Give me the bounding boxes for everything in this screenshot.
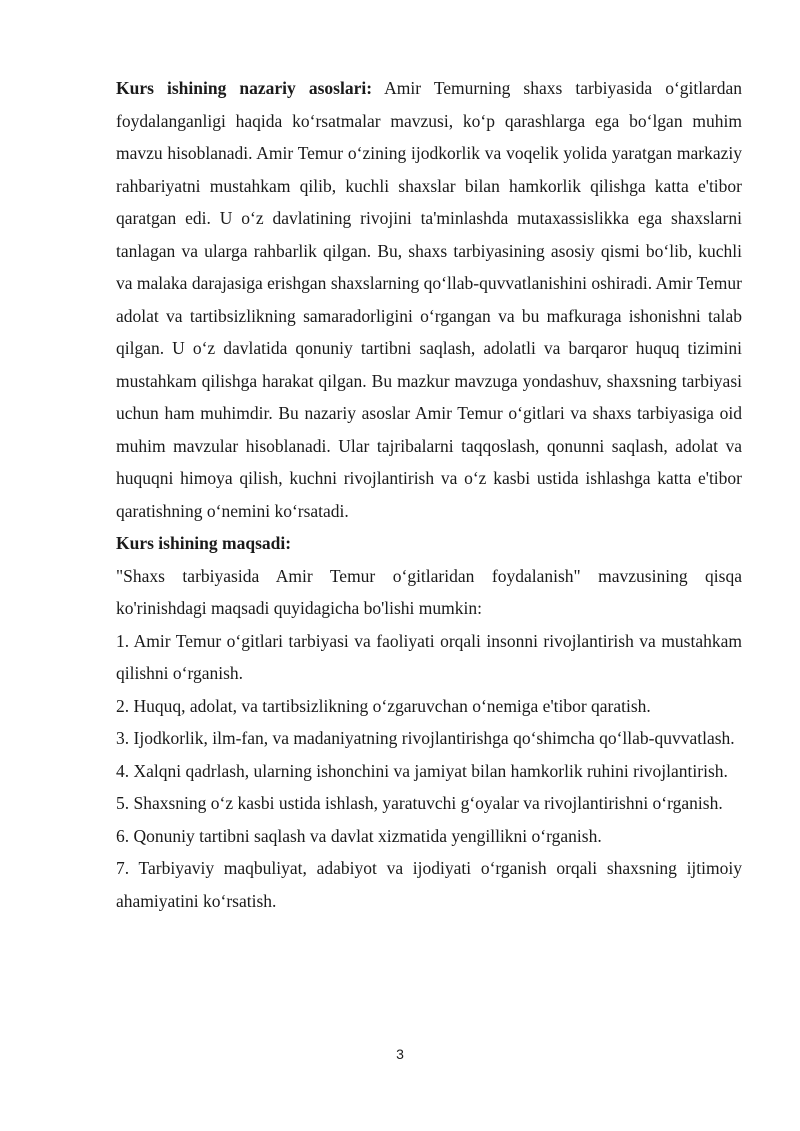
goal-item-4: 4. Xalqni qadrlash, ularning ishonchini va jamiyat bilan hamkorlik ruhini rivojlantirish. [116, 760, 728, 781]
theory-heading: Kurs ishining nazariy asoslari: [116, 78, 373, 98]
goal-item-5: 5. Shaxsning o‘z kasbi ustida ishlash, yaratuvchi g‘oyalar va rivojlantirishni o‘rganish. [116, 793, 723, 813]
goal-item-6: 6. Qonuniy tartibni saqlash va davlat xizmatida yengillikni o‘rganish. [116, 825, 602, 846]
goal-item-2: 2. Huquq, adolat, va tartibsizlikning o‘zgaruvchan o‘nemiga e'tibor qaratish. [116, 695, 651, 716]
page-number: 3 [396, 1046, 404, 1062]
goal-item-3: 3. Ijodkorlik, ilm-fan, va madaniyatning rivojlantirishga qo‘shimcha qo‘llab-quvvatlash. [116, 728, 735, 748]
goal-item-7: 7. Tarbiyaviy maqbuliyat, adabiyot va ijodiyati o‘rganish orqali shaxsning ijtimoiy ahamiyatini ko‘rsatish. [116, 858, 742, 911]
document-page [116, 72, 742, 917]
theory-paragraph [116, 72, 742, 527]
goal-item-1: 1. Amir Temur o‘gitlari tarbiyasi va faoliyati orqali insonni rivojlantirish va mustahkam qilishni o‘rganish. [116, 630, 742, 683]
goal-heading: Kurs ishining maqsadi: [116, 533, 292, 553]
goal-list [116, 625, 742, 918]
theory-text: Amir Temurning shaxs tarbiyasida o‘gitlardan foydalanganligi haqida ko‘rsatmalar mavzusi, ko‘p qarashlarga ega bo‘lgan muhim mavzu hisoblanadi. Amir Temur o‘zining ijodkorlik va voqelik yolida yaratgan markaziy rahbariyatni mustahkam qilib, kuchli shaxslar bilan hamkorlik qilishga katta e'tibor qaratgan edi. U o‘z davlatining rivojini ta'minlashda mutaxassislikka ega shaxslarni tanlagan va ularga rahbarlik qilgan. Bu, shaxs tarbiyasining asosiy qismi bo‘lib, kuchli va malaka darajasiga erishgan shaxslarning qo‘llab-quvvatlanishini oshiradi. Amir Temur adolat va tartibsizlikning samaradorligini o‘rgangan va bu mafkuraga ishonishni talab qilgan. U o‘z davlatida qonuniy tartibni saqlash, adolatli va barqaror huquq tizimini mustahkam qilishga harakat qilgan. Bu mazkur mavzuga yondashuv, shaxsning tarbiyasi uchun ham muhimdir. Bu nazariy asoslar Amir Temur o‘gitlari va shaxs tarbiyasiga oid muhim mavzular hisoblanadi. Ular tajribalarni taqqoslash, qonunni saqlash, adolat va huquqni himoya qilish, kuchni rivojlantirish va o‘z kasbi ustida ishlashga katta e'tibor qaratishning o‘nemini ko‘rsatadi. [116, 78, 742, 521]
goal-intro: "Shaxs tarbiyasida Amir Temur o‘gitlaridan foydalanish" mavzusining qisqa ko'rinishdagi maqsadi quyidagicha bo'lishi mumkin: [116, 565, 742, 618]
